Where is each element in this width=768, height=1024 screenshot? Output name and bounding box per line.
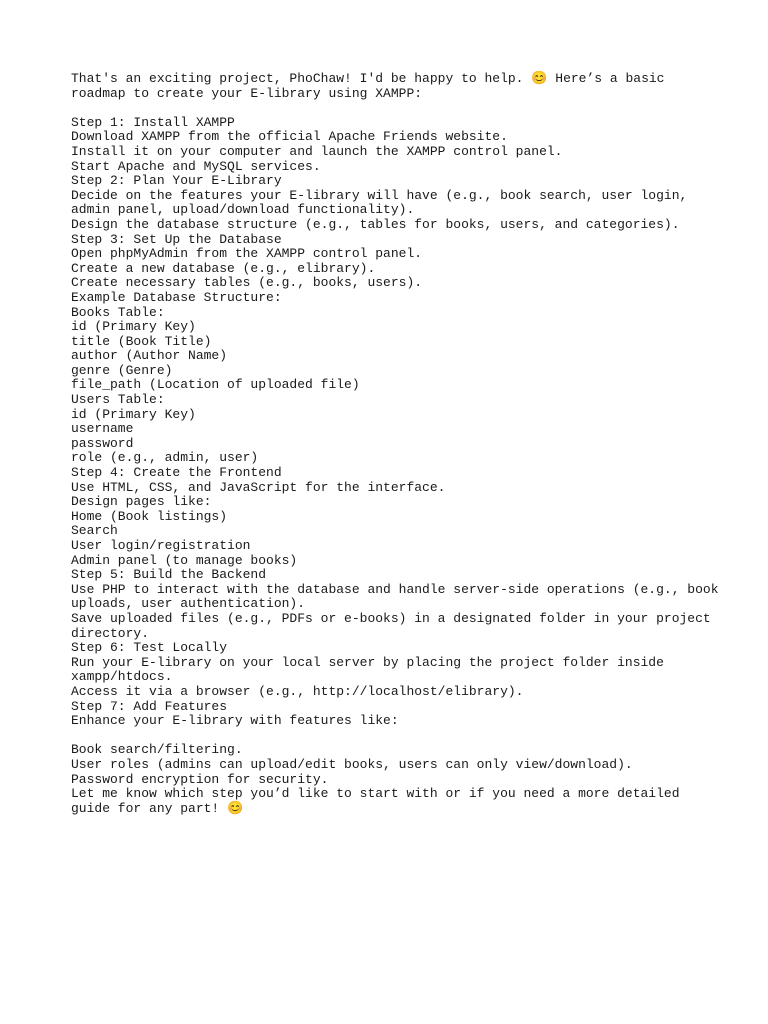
text-line: id (Primary Key) [71,406,196,422]
text-line: file_path (Location of uploaded file) [71,377,360,393]
text-line: Step 6: Test Locally [71,640,228,656]
text-line: Home (Book listings) [71,508,228,524]
text-line: Password encryption for security. [71,771,329,787]
text-line: Step 1: Install XAMPP [71,114,235,130]
document-body [71,72,731,816]
text-line: guide for any part! 😊 [71,800,244,816]
text-line: User roles (admins can upload/edit books, users can only view/download). [71,756,633,772]
text-line: That's an exciting project, PhoChaw! I'd be happy to help. 😊 Here’s a basic [71,71,665,86]
text-line: Create a new database (e.g., elibrary). [71,260,376,276]
text-line: Step 2: Plan Your E-Library [71,173,282,189]
text-line: Search [71,523,118,539]
blank-line [71,729,731,744]
text-line: Use PHP to interact with the database and handle server-side operations (e.g., book [71,581,719,597]
text-line: Let me know which step you’d like to start with or if you need a more detailed [71,786,680,802]
text-line: Decide on the features your E-library will have (e.g., book search, user login, [71,187,688,203]
text-line: Admin panel (to manage books) [71,552,298,568]
blank-line [71,101,731,116]
text-line: Enhance your E-library with features like: [71,713,399,729]
text-line: Use HTML, CSS, and JavaScript for the interface. [71,479,446,495]
text-line: uploads, user authentication). [71,596,306,612]
text-line: admin panel, upload/download functionality). [71,202,415,218]
text-line: Access it via a browser (e.g., http://localhost/elibrary). [71,683,524,699]
text-line: Users Table: [71,392,165,408]
text-line: User login/registration [71,538,251,553]
text-line: Design pages like: [71,494,212,510]
text-line: Book search/filtering. [71,742,243,758]
text-line: id (Primary Key) [71,319,196,335]
text-line: Install it on your computer and launch the XAMPP control panel. [71,143,563,159]
text-line: author (Author Name) [71,348,228,364]
text-line: Step 7: Add Features [71,698,228,714]
text-line: roadmap to create your E-library using XAMPP: [71,85,423,101]
text-line: password [71,435,134,451]
text-line: Step 5: Build the Backend [71,567,267,583]
text-line: Books Table: [71,304,165,320]
text-line: Download XAMPP from the official Apache Friends website. [71,129,508,145]
text-line: username [71,421,134,437]
text-line: directory. [71,625,150,641]
text-line: Example Database Structure: [71,289,282,305]
text-line: Step 4: Create the Frontend [71,465,282,481]
text-line: Create necessary tables (e.g., books, users). [71,275,423,291]
text-line: Design the database structure (e.g., tables for books, users, and categories). [71,216,680,232]
text-line: genre (Genre) [71,362,173,378]
text-line: Start Apache and MySQL services. [71,158,321,174]
text-line: Open phpMyAdmin from the XAMPP control panel. [71,246,423,262]
text-line: Run your E-library on your local server by placing the project folder inside [71,654,664,670]
text-line: title (Book Title) [71,333,212,349]
text-line: role (e.g., admin, user) [71,450,259,466]
text-line: xampp/htdocs. [71,669,173,685]
text-line: Step 3: Set Up the Database [71,231,282,247]
text-line: Save uploaded files (e.g., PDFs or e-books) in a designated folder in your project [71,610,711,626]
